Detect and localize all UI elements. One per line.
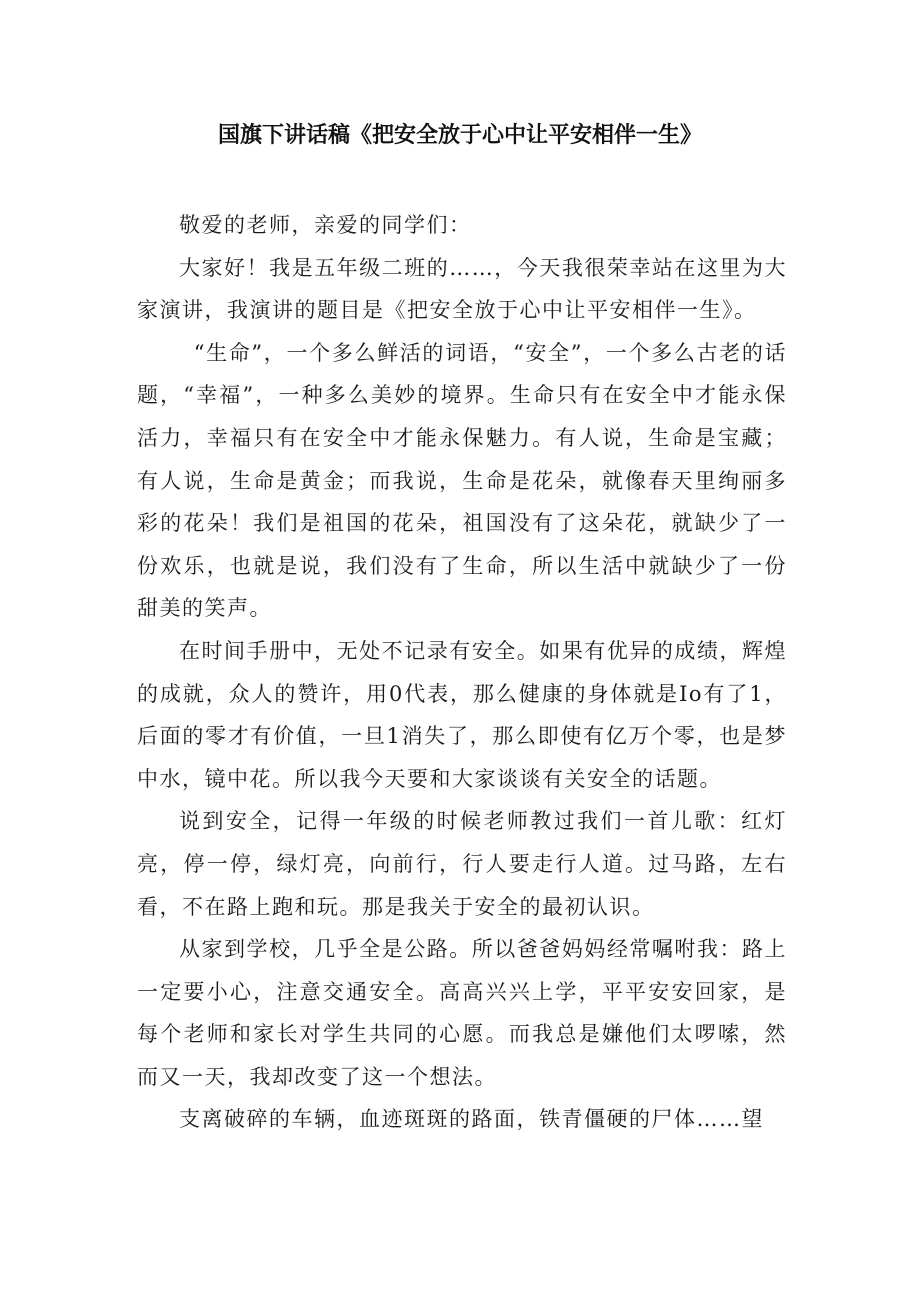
greeting-paragraph: 大家好！我是五年级二班的……，今天我很荣幸站在这里为大家演讲，我演讲的题目是《把安全放于心中让平安相伴一生》。: [137, 255, 787, 323]
nursery-rhyme-paragraph: 说到安全，记得一年级的时候老师教过我们一首儿歌：红灯亮，停一停，绿灯亮，向前行，行人要走行人道。过马路，左右看，不在路上跑和玩。那是我关于安全的最初认识。: [137, 809, 787, 919]
life-paragraph: “生命”，一个多么鲜活的词语，“安全”，一个多么古老的话题，“幸福”，一种多么美妙的境界。生命只有在安全中才能永保活力，幸福只有在安全中才能永保魅力。有人说，生命是宝藏；有人说，生命是黄金；而我说，生命是花朵，就像春天里绚丽多彩的花朵！我们是祖国的花朵，祖国没有了这朵花，就缺少了一份欢乐，也就是说，我们没有了生命，所以生活中就缺少了一份甜美的笑声。: [137, 340, 787, 621]
accident-paragraph: 支离破碎的车辆，血迹斑斑的路面，铁青僵硬的尸体……望: [179, 1107, 764, 1132]
salutation-paragraph: 敬爱的老师，亲爱的同学们：: [179, 213, 472, 237]
document-body: [137, 204, 787, 1141]
time-handbook-paragraph: 在时间手册中，无处不记录有安全。如果有优异的成绩，辉煌的成就，众人的赞许，用0代表，那么健康的身体就是Io有了1，后面的零才有价值，一旦1消失了，那么即使有亿万个零，也是梦中水，镜中花。所以我今天要和大家谈谈有关安全的话题。: [137, 638, 787, 791]
home-to-school-paragraph: 从家到学校，几乎全是公路。所以爸爸妈妈经常嘱咐我：路上一定要小心，注意交通安全。高高兴兴上学，平平安安回家，是每个老师和家长对学生共同的心愿。而我总是嫌他们太啰嗦，然而又一天，我却改变了这一个想法。: [137, 937, 787, 1089]
document-title: 国旗下讲话稿《把安全放于心中让平安相伴一生》: [217, 123, 702, 148]
